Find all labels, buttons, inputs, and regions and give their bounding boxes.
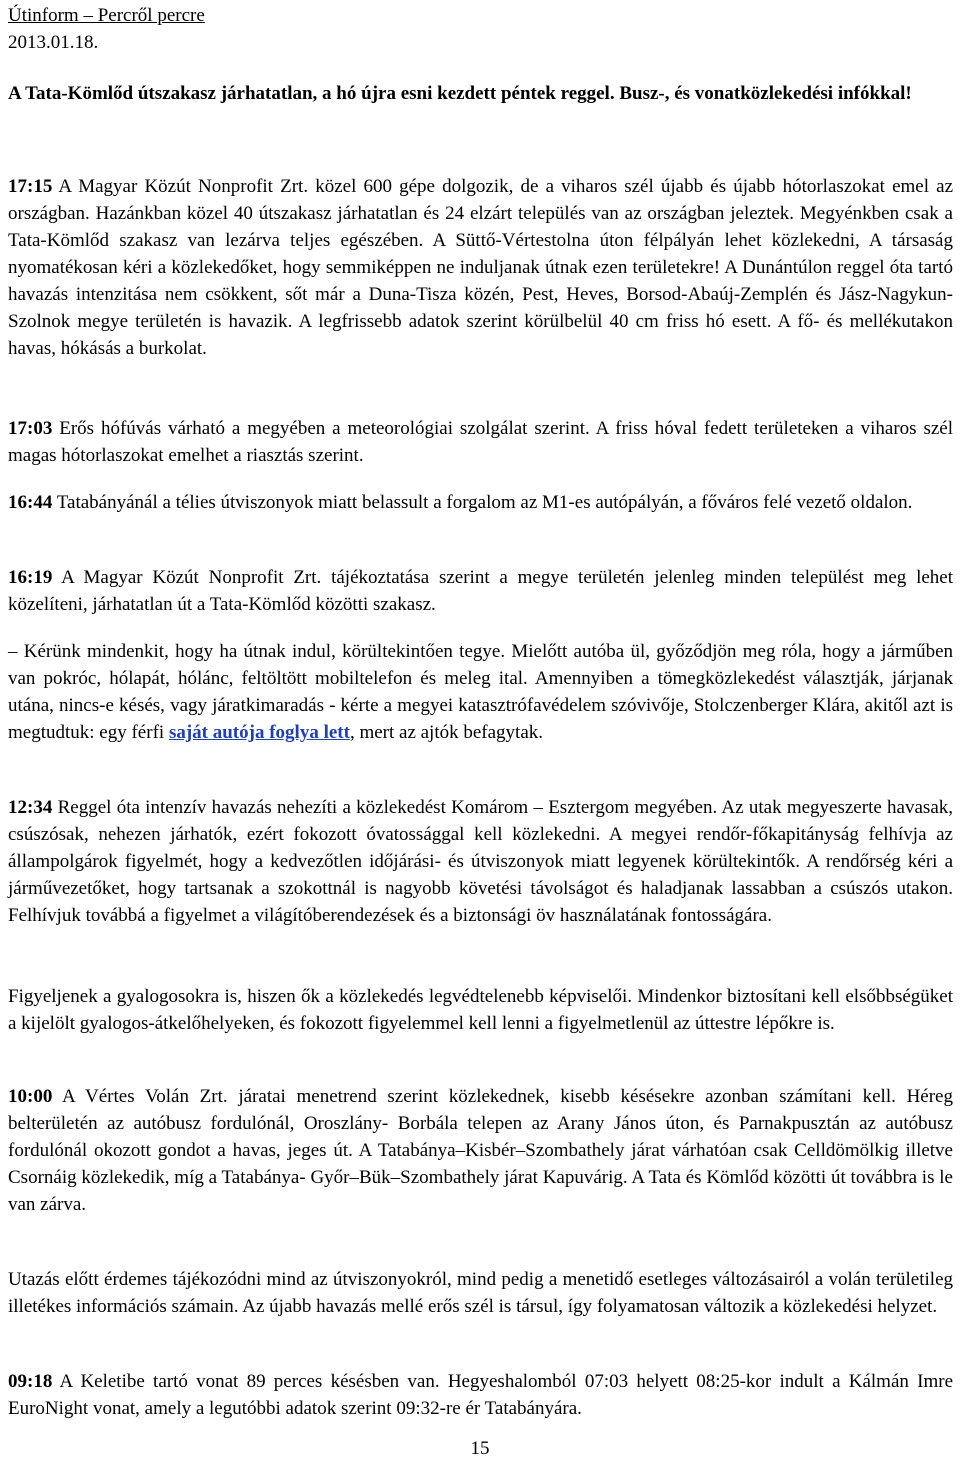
entry-time: 09:18 [8, 1371, 53, 1392]
entry-1644 [8, 489, 953, 516]
entry-time: 16:44 [8, 492, 53, 513]
entry-time: 17:15 [8, 176, 53, 197]
advice-text-end: , mert az ajtók befagytak. [349, 722, 544, 743]
entry-text: A Keletibe tartó vonat 89 perces késésben van. Hegyeshalomból 07:03 helyett 08:25-kor indult a Kálmán Imre EuroNight vonat, amely a legutóbbi adatok szerint 09:32-re ér Tatabányára. [8, 1371, 953, 1419]
page-number: 15 [470, 1438, 490, 1459]
entry-text: A Magyar Közút Nonprofit Zrt. tájékoztatása szerint a megye területén jelenleg minden települést meg lehet közelíteni, járhatatlan út a Tata-Kömlőd közötti szakasz. [8, 567, 953, 615]
article-title: A Tata-Kömlőd útszakasz járhatatlan, a hó újra esni kezdett péntek reggel. Busz-, és vonatközlekedési infókkal! [8, 83, 912, 104]
entry-1703 [8, 415, 953, 469]
entry-time: 10:00 [8, 1086, 53, 1107]
entry-time: 17:03 [8, 418, 53, 439]
entry-1715 [8, 173, 953, 362]
entry-time: 12:34 [8, 797, 53, 818]
entry-1000 [8, 1083, 953, 1218]
entry-time: 16:19 [8, 567, 53, 588]
advice-paragraph [8, 638, 953, 746]
entry-1234 [8, 794, 953, 929]
pedestrian-paragraph: Figyeljenek a gyalogosokra is, hiszen ők a közlekedés legvédtelenebb képviselői. Mindenkor biztosítani kell elsőbbségüket a kijelölt gyalogos-átkelőhelyeken, és fokozott figyelemmel kell lenni a figyelmetlenül az úttestre lépőkre is. [8, 986, 953, 1034]
car-trapped-link[interactable]: saját autója foglya lett [168, 722, 350, 743]
entry-text: A Magyar Közút Nonprofit Zrt. közel 600 gépe dolgozik, de a viharos szél újabb és újabb hótorlaszokat emel az országban. Hazánkban közel 40 útszakasz járhatatlan és 24 elzárt település van az országban jeleztek. Megyénkben csak a Tata-Kömlőd szakasz van lezárva teljes egészében. A Süttő-Vértestolna úton félpályán lehet közlekedni, A társaság nyomatékosan kéri a közlekedőket, hogy semmiképpen ne induljanak útnak ezen területekre! A Dunántúlon reggel óta tartó havazás intenzitása nem csökkent, sőt már a Duna-Tisza közén, Pest, Heves, Borsod-Abaúj-Zemplén és Jász-Nagykun-Szolnok megye területén is havazik. A legfrissebb adatok szerint körülbelül 40 cm friss hó esett. A fő- és mellékutakon havas, hókásás a burkolat. [8, 176, 953, 359]
source-title: Útinform – Percről percre [8, 5, 205, 26]
entry-text: A Vértes Volán Zrt. járatai menetrend szerint közlekednek, kisebb késésekre azonban számítani kell. Héreg belterületén az autóbusz fordulónál, Oroszlány- Borbála telepen az Arany János úton, és Parnakpusztán az autóbusz fordulónál okozott gondot a havas, jeges út. A Tatabánya–Kisbér–Szombathely járat várhatóan csak Celldömölkig illetve Csornáig közlekedik, míg a Tatabánya- Győr–Bük–Szombathely járat Kapuvárig. A Tata és Kömlőd közötti út továbbra is le van zárva. [8, 1086, 953, 1215]
entry-text: Tatabányánál a télies útviszonyok miatt belassult a forgalom az M1-es autópályán, a főváros felé vezető oldalon. [52, 492, 913, 513]
entry-text: Erős hófúvás várható a megyében a meteorológiai szolgálat szerint. A friss hóval fedett területeken a viharos szél magas hótorlaszokat emelhet a riasztás szerint. [8, 418, 953, 466]
advice-text: – Kérünk mindenkit, hogy ha útnak indul, körültekintően tegye. Mielőtt autóba ül, győződjön meg róla, hogy a járműben van pokróc, hólapát, hólánc, feltöltött mobiltelefon és meleg ital. Amennyiben a tömegközlekedést választják, járjanak utána, nincs-e késés, vagy járatkimaradás - kérte a megyei katasztrófavédelem szóvivője, Stolczenberger Klára, akitől azt is megtudtuk: egy férfi [8, 641, 953, 743]
header-date: 2013.01.18. [8, 32, 99, 53]
travel-paragraph: Utazás előtt érdemes tájékozódni mind az útviszonyokról, mind pedig a menetidő esetleges változásairól a volán területileg illetékes információs számain. Az újabb havazás mellé erős szél is társul, így folyamatosan változik a közlekedési helyzet. [8, 1269, 953, 1317]
page-header [8, 2, 205, 56]
entry-0918 [8, 1368, 953, 1422]
entry-1619 [8, 564, 953, 618]
entry-text: Reggel óta intenzív havazás nehezíti a közlekedést Komárom – Esztergom megyében. Az utak megyeszerte havasak, csúszósak, nehezen járhatók, ezért fokozott óvatossággal kell közlekedni. A megyei rendőr-főkapitányság felhívja az állampolgárok figyelmét, hogy a kedvezőtlen időjárási- és útviszonyok miatt legyenek körültekintők. A rendőrség kéri a járművezetőket, hogy tartsanak a szokottnál is nagyobb követési távolságot és haladjanak lassabban a csúszós utakon. Felhívjuk továbbá a figyelmet a világítóberendezések és a biztonsági öv használatának fontosságára. [8, 797, 953, 926]
